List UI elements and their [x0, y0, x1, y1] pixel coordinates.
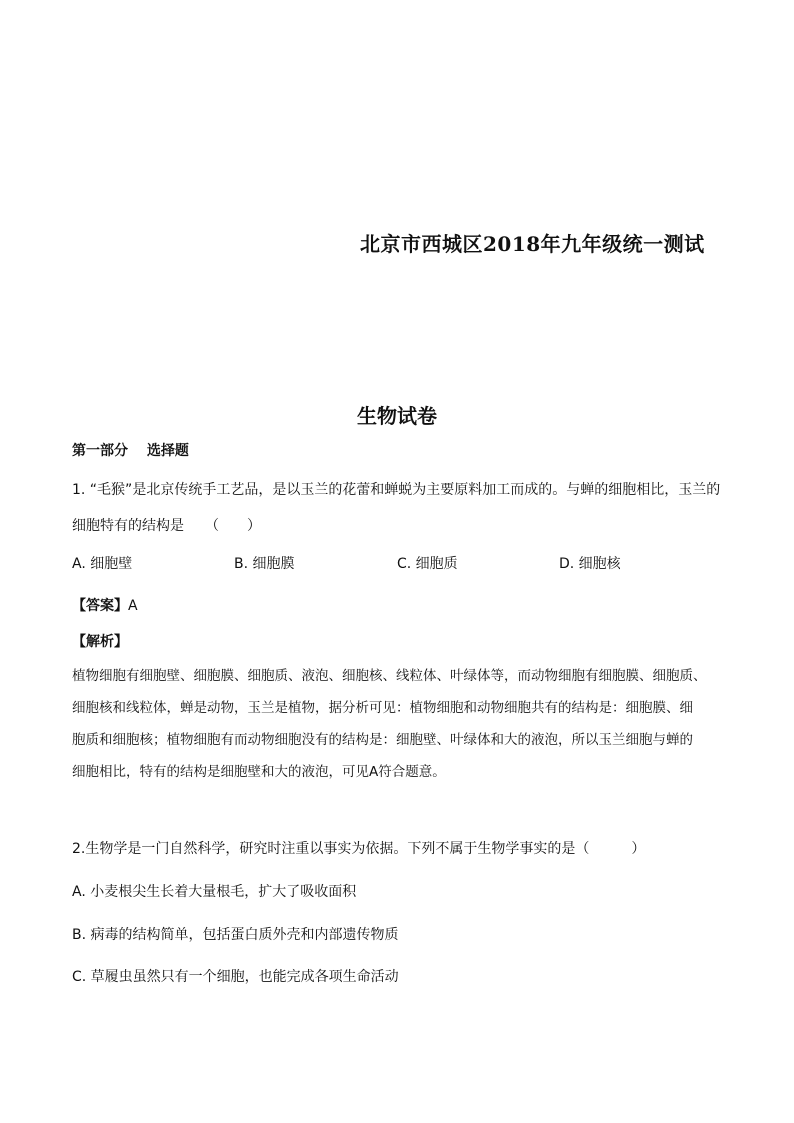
question-2-stem: 2.生物学是一门自然科学，研究时注重以事实为依据。下列不属于生物学事实的是（ ） — [72, 841, 646, 857]
answer-value: A — [128, 598, 138, 614]
answer-label: 【答案】 — [72, 598, 128, 614]
question-2-option-c: C. 草履虫虽然只有一个细胞，也能完成各项生命活动 — [72, 969, 399, 985]
exam-title: 北京市西城区2018年九年级统一测试 — [360, 232, 705, 256]
question-2-option-a: A. 小麦根尖生长着大量根毛，扩大了吸收面积 — [72, 884, 357, 900]
question-1-line-1: 1. “毛猴”是北京传统手工艺品，是以玉兰的花蕾和蝉蜕为主要原料加工而成的。与蝉的细胞相比，玉兰的 — [72, 482, 721, 498]
analysis-line-4: 细胞相比，特有的结构是细胞壁和大的液泡，可见A符合题意。 — [72, 764, 446, 780]
analysis-line-2: 细胞核和线粒体，蝉是动物，玉兰是植物，据分析可见：植物细胞和动物细胞共有的结构是：细胞膜、细 — [72, 700, 693, 716]
analysis-line-3: 胞质和细胞核；植物细胞有而动物细胞没有的结构是：细胞壁、叶绿体和大的液泡，所以玉兰细胞与蝉的 — [72, 732, 693, 748]
question-1-line-2: 细胞特有的结构是 （ ） — [72, 518, 261, 534]
section-title: 第一部分 选择题 — [72, 443, 189, 459]
question-2-option-b: B. 病毒的结构简单，包括蛋白质外壳和内部遗传物质 — [72, 927, 399, 943]
question-1-option-d: D. 细胞核 — [559, 556, 621, 572]
answer-row — [72, 595, 138, 615]
subject-title: 生物试卷 — [357, 404, 437, 428]
question-1-option-b: B. 细胞膜 — [234, 556, 295, 572]
analysis-label: 【解析】 — [72, 634, 128, 650]
analysis-line-1: 植物细胞有细胞壁、细胞膜、细胞质、液泡、细胞核、线粒体、叶绿体等，而动物细胞有细胞膜、细胞质、 — [72, 668, 707, 684]
question-1-option-a: A. 细胞壁 — [72, 556, 133, 572]
question-1-option-c: C. 细胞质 — [397, 556, 458, 572]
